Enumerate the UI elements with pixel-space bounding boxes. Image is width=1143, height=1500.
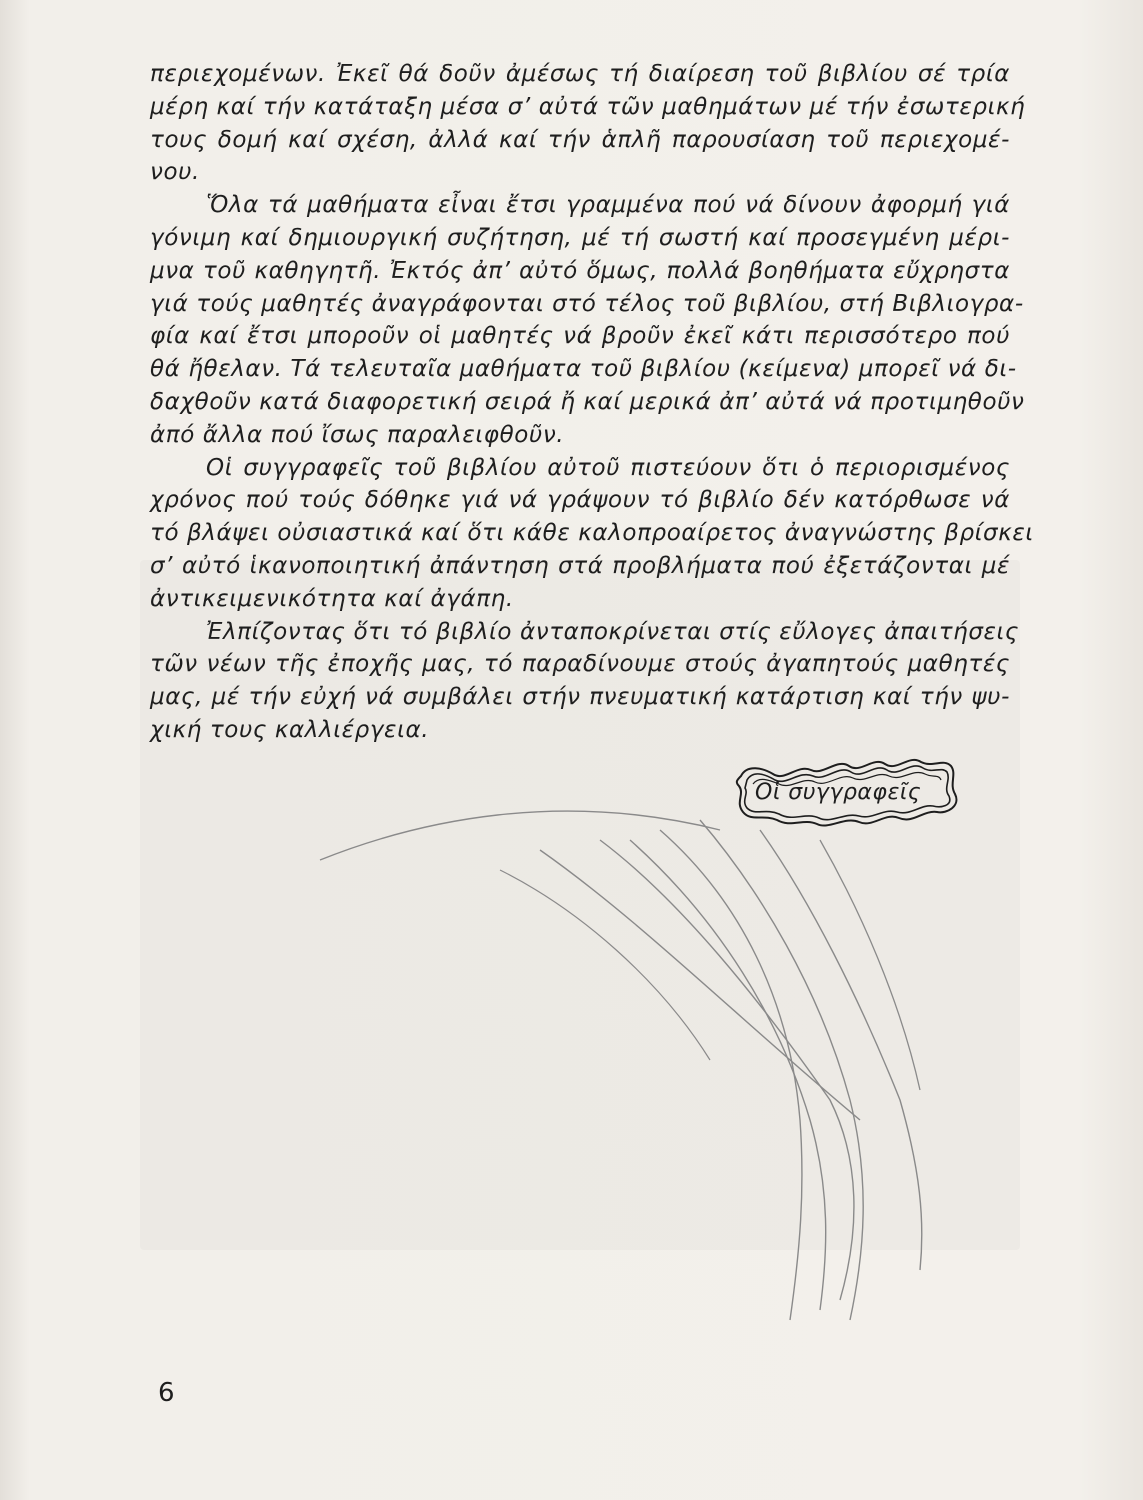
text-line: περιεχομένων. Ἐκεῖ θά δοῦν ἀμέσως τή διαίρεση τοῦ βιβλίου σέ τρία bbox=[150, 61, 1010, 87]
text-line: θά ἤθελαν. Τά τελευταῖα μαθήματα τοῦ βιβλίου (κείμενα) μπορεῖ νά δι- bbox=[150, 356, 1017, 383]
pencil-scribble bbox=[300, 800, 980, 1340]
text-line: γιά τούς μαθητές ἀναγράφονται στό τέλος τοῦ βιβλίου, στή Βιβλιογρα- bbox=[150, 290, 1024, 317]
text-line: Οἱ συγγραφεῖς τοῦ βιβλίου αὐτοῦ πιστεύουν ὅτι ὁ περιορισμένος bbox=[206, 454, 1010, 481]
text-line: φία καί ἔτσι μποροῦν οἱ μαθητές νά βροῦν ἐκεῖ κάτι περισσότερο πού bbox=[150, 323, 1010, 350]
text-line: χική τους καλλιέργεια. bbox=[150, 716, 430, 743]
page-number: 6 bbox=[158, 1378, 175, 1408]
body-text bbox=[150, 58, 1034, 747]
text-line: νου. bbox=[150, 159, 200, 186]
text-line: Ἐλπίζοντας ὅτι τό βιβλίο ἀνταποκρίνεται στίς εὔλογες ἀπαιτήσεις bbox=[206, 618, 1020, 645]
signature-label: Οἱ συγγραφεῖς bbox=[755, 780, 922, 805]
text-line: μνα τοῦ καθηγητῆ. Ἐκτός ἀπ’ αὐτό ὅμως, πολλά βοηθήματα εὔχρηστα bbox=[150, 257, 1010, 284]
text-line: σ’ αὐτό ἱκανοποιητική ἀπάντηση στά προβλήματα πού ἐξετάζονται μέ bbox=[150, 552, 1010, 579]
text-line: γόνιμη καί δημιουργική συζήτηση, μέ τή σωστή καί προσεγμένη μέρι- bbox=[150, 224, 1010, 251]
text-line: μας, μέ τήν εὐχή νά συμβάλει στήν πνευματική κατάρτιση καί τήν ψυ- bbox=[150, 684, 1010, 711]
text-line: ἀπό ἄλλα πού ἴσως παραλειφθοῦν. bbox=[150, 421, 565, 448]
text-line: ἀντικειμενικότητα καί ἀγάπη. bbox=[150, 585, 514, 612]
text-line: Ὅλα τά μαθήματα εἶναι ἔτσι γραμμένα πού νά δίνουν ἀφορμή γιά bbox=[206, 192, 1010, 219]
text-line: τους δομή καί σχέση, ἀλλά καί τήν ἁπλῆ παρουσίαση τοῦ περιεχομέ- bbox=[150, 126, 1010, 153]
text-line: χρόνος πού τούς δόθηκε γιά νά γράψουν τό βιβλίο δέν κατόρθωσε νά bbox=[150, 487, 1010, 514]
text-line: τό βλάψει οὐσιαστικά καί ὅτι κάθε καλοπροαίρετος ἀναγνώστης βρίσκει bbox=[150, 520, 1034, 547]
text-line: μέρη καί τήν κατάταξη μέσα σ’ αὐτά τῶν μαθημάτων μέ τήν ἐσωτερική bbox=[150, 93, 1026, 120]
text-line: δαχθοῦν κατά διαφορετική σειρά ἤ καί μερικά ἀπ’ αὐτά νά προτιμηθοῦν bbox=[150, 388, 1025, 415]
text-line: τῶν νέων τῆς ἐποχῆς μας, τό παραδίνουμε στούς ἀγαπητούς μαθητές bbox=[150, 651, 1010, 678]
